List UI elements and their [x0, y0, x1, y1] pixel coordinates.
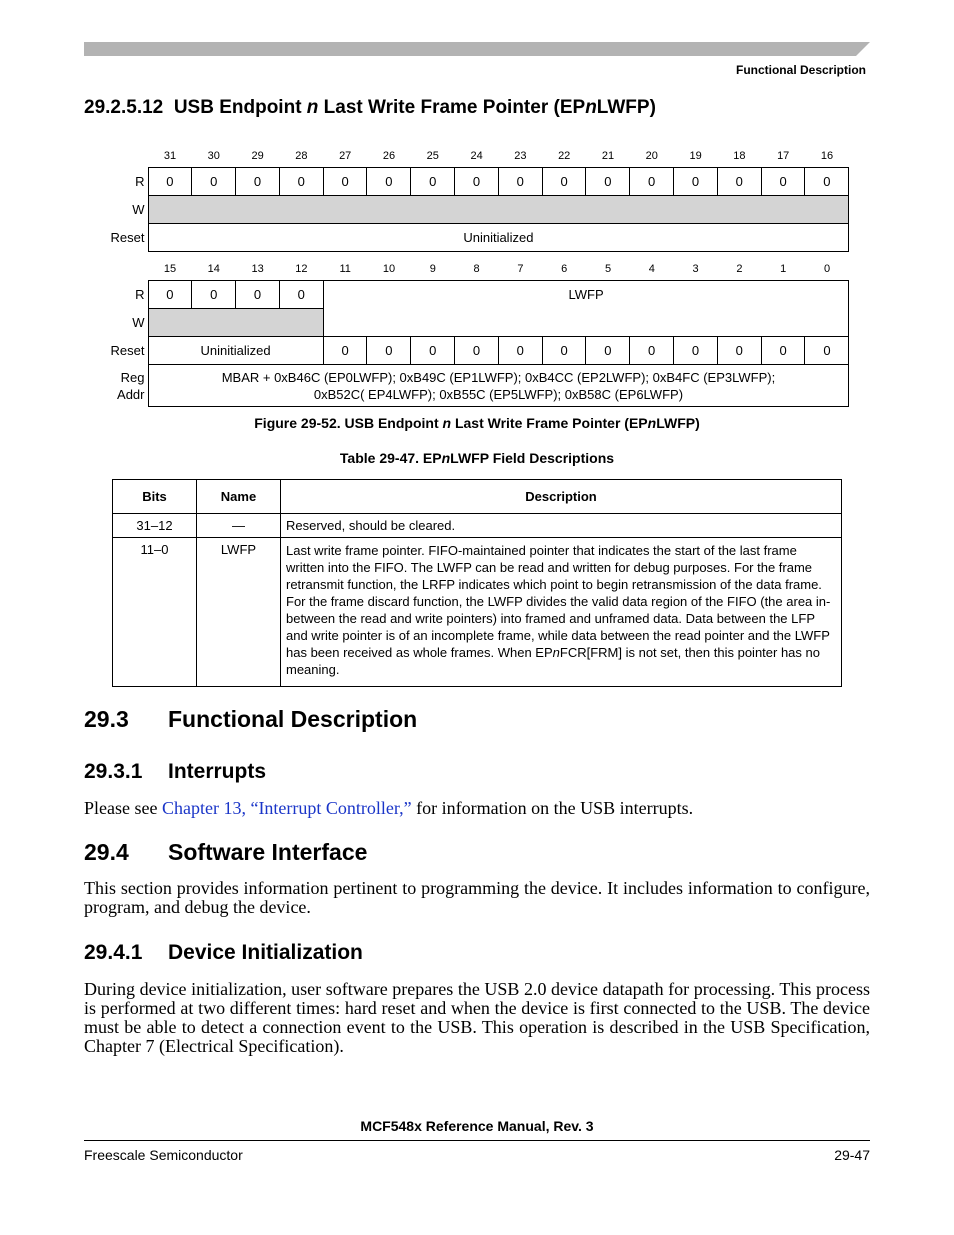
header-name: Name: [197, 480, 281, 514]
bit-number: 0: [823, 263, 831, 275]
figure-caption: [0, 415, 954, 431]
row-label-w: W: [132, 315, 145, 330]
bit-number: 14: [207, 263, 220, 275]
bit-number: 21: [601, 150, 615, 162]
upper-bit-numbers: [148, 150, 848, 164]
fig-cap-pre: Figure 29-52. USB Endpoint: [254, 415, 443, 431]
lower-reset-label: Uninitialized: [148, 337, 323, 365]
bit-number: 30: [207, 150, 220, 162]
bit-number: 23: [514, 150, 527, 162]
upper-write-row: [100, 196, 849, 224]
fig-cap-n2: n: [647, 415, 657, 431]
bit-number: 10: [382, 263, 396, 275]
heading-29-3: [84, 706, 417, 733]
upper-read-row: [100, 168, 849, 196]
read-bit-cell: 0: [717, 168, 761, 196]
fig-cap-post: LWFP): [656, 415, 700, 431]
header-description: Description: [281, 480, 842, 514]
cell-bits: 31–12: [113, 514, 197, 538]
heading-text: Software Interface: [168, 839, 368, 865]
register-upper-table: [100, 167, 849, 252]
section-title-n2: n: [585, 97, 597, 118]
section-title-mid: Last Write Frame Pointer (EP: [318, 97, 586, 118]
heading-29-3-1: [84, 760, 266, 784]
heading-29-4: [84, 839, 367, 866]
bit-number: 26: [382, 150, 396, 162]
row-label-r: R: [135, 287, 145, 302]
addr-line-2: 0xB52C( EP4LWFP); 0xB55C (EP5LWFP); 0xB58C (EP6LWFP): [313, 386, 684, 402]
section-title: [84, 97, 656, 119]
cell-bits: 11–0: [113, 538, 197, 687]
row-label-w: W: [132, 202, 145, 217]
reset-bit-cell: 0: [498, 337, 542, 365]
reg-addr-row: [100, 365, 849, 407]
tbl-cap-pre: Table 29-47. EP: [339, 450, 442, 466]
read-bit-cell: 0: [279, 281, 323, 309]
paragraph-device-init: During device initialization, user software prepares the USB 2.0 device datapath for processing. This process is performed at two different times: hard reset and when the device is first connected to the USB. The device must be able to detect a connection event to the USB. This operation is described in the USB Specification, Chapter 7 (Electrical Specification).: [84, 979, 870, 1056]
desc-n: n: [552, 645, 560, 660]
read-bit-cell: 0: [236, 168, 280, 196]
read-bit-cell: 0: [411, 168, 455, 196]
header-bar: [84, 42, 870, 56]
bit-number: 12: [295, 263, 308, 275]
cell-description: [281, 538, 842, 687]
para-text: Please see: [84, 798, 162, 818]
reset-bit-cell: 0: [455, 337, 499, 365]
section-title-post: LWFP): [596, 97, 656, 118]
reset-bit-cell: 0: [542, 337, 586, 365]
bit-number: 11: [339, 263, 351, 275]
reg-addr-value: [148, 365, 849, 407]
reset-bit-cell: 0: [586, 337, 630, 365]
table-header-row: [113, 480, 842, 514]
bit-number: 9: [429, 263, 436, 275]
table-row: [113, 538, 842, 687]
footer-title: MCF548x Reference Manual, Rev. 3: [360, 1118, 594, 1134]
register-lower-table: [100, 280, 849, 407]
read-bit-cell: 0: [630, 168, 674, 196]
heading-text: Device Initialization: [168, 941, 363, 964]
read-bit-cell: 0: [542, 168, 586, 196]
bit-number: 18: [733, 150, 746, 162]
read-bit-cell: 0: [455, 168, 499, 196]
read-bit-cell: 0: [805, 168, 849, 196]
section-number: 29.2.5.12: [84, 97, 164, 118]
lower-reset-row: [100, 337, 849, 365]
fig-cap-n: n: [442, 415, 452, 431]
row-label-r: R: [135, 174, 145, 189]
read-bit-cell: 0: [236, 281, 280, 309]
bit-number: 6: [561, 263, 568, 275]
paragraph-software-interface: This section provides information pertinent to programming the device. It includes information to configure, program, and debug the device.: [84, 878, 870, 917]
footer-page-number: 29-47: [834, 1147, 870, 1163]
bit-number: 4: [648, 263, 655, 275]
read-bit-cell: 0: [192, 281, 236, 309]
bit-number: 16: [820, 150, 834, 162]
lower-write-shade: [148, 309, 323, 337]
heading-number: 29.3.1: [84, 760, 143, 783]
footer-rule: [84, 1140, 870, 1141]
lower-read-row: [100, 281, 849, 309]
addr-line-1: MBAR + 0xB46C (EP0LWFP); 0xB49C (EP1LWFP); 0xB4CC (EP2LWFP); 0xB4FC (EP3LWFP);: [221, 369, 776, 385]
section-title-n: n: [306, 97, 319, 118]
running-head: Functional Description: [735, 63, 866, 77]
bit-number: 7: [517, 263, 524, 275]
read-bit-cell: 0: [323, 168, 367, 196]
bit-number: 13: [251, 263, 264, 275]
row-label-reset: Reset: [110, 230, 145, 245]
heading-number: 29.4: [84, 839, 129, 865]
label-addr: Addr: [117, 386, 145, 402]
table-caption: [0, 450, 954, 466]
cell-name: LWFP: [197, 538, 281, 687]
heading-29-4-1: [84, 941, 363, 965]
bit-number: 24: [470, 150, 483, 162]
field-descriptions-table: [112, 479, 842, 687]
bit-number: 20: [645, 150, 658, 162]
paragraph-interrupts: [84, 799, 870, 818]
fig-cap-mid: Last Write Frame Pointer (EP: [451, 415, 648, 431]
read-bit-cell: 0: [586, 168, 630, 196]
bit-number: 31: [163, 150, 177, 162]
cell-description: Reserved, should be cleared.: [281, 514, 842, 538]
bit-number: 29: [251, 150, 264, 162]
reset-bit-cell: 0: [761, 337, 805, 365]
upper-reset-value: Uninitialized: [148, 224, 849, 252]
read-bit-cell: 0: [148, 281, 192, 309]
reset-bit-cell: 0: [805, 337, 849, 365]
heading-number: 29.4.1: [84, 941, 143, 964]
upper-reset-row: [100, 224, 849, 252]
bit-number: 28: [295, 150, 308, 162]
lwfp-field: LWFP: [323, 281, 849, 337]
header-bits: Bits: [113, 480, 197, 514]
read-bit-cell: 0: [279, 168, 323, 196]
read-bit-cell: 0: [148, 168, 192, 196]
reset-bit-cell: 0: [717, 337, 761, 365]
bit-number: 15: [163, 263, 177, 275]
reset-bit-cell: 0: [674, 337, 718, 365]
read-bit-cell: 0: [761, 168, 805, 196]
read-bit-cell: 0: [498, 168, 542, 196]
desc-pre: Last write frame pointer. FIFO-maintained pointer that indicates the start of the last frame written into the FIFO. The LWFP can be read and written for debug purposes. For the frame retransmit function, the LRFP indicates which point to begin retransmission of the data frame. For the frame discard function, the LWFP divides the valid data region of the FIFO (the area in-between the read and write pointers) into framed and unframed data. Data between the LFP and write pointer is of an incomplete frame, while data between the read pointer and the LWFP has been received as whole frames. When EP: [286, 543, 831, 660]
heading-text: Functional Description: [168, 706, 418, 732]
read-bit-cell: 0: [367, 168, 411, 196]
bit-number: 19: [689, 150, 702, 162]
bit-number: 27: [339, 150, 352, 162]
label-reg: Reg: [120, 369, 145, 385]
reset-bit-cell: 0: [411, 337, 455, 365]
para-text: for information on the USB interrupts.: [411, 798, 694, 818]
table-row: [113, 514, 842, 538]
reset-bit-cell: 0: [367, 337, 411, 365]
footer-company: Freescale Semiconductor: [84, 1147, 243, 1163]
tbl-cap-post: LWFP Field Descriptions: [450, 450, 615, 466]
bit-number: 1: [780, 263, 787, 275]
chapter-13-link[interactable]: Chapter 13, “Interrupt Controller,”: [161, 798, 412, 818]
heading-text: Interrupts: [168, 760, 267, 783]
desc-post: FCR[FRM] is not set, then this pointer has no meaning.: [286, 645, 820, 677]
reset-bit-cell: 0: [630, 337, 674, 365]
lower-bit-numbers: [148, 263, 848, 277]
heading-number: 29.3: [84, 706, 129, 732]
section-title-pre: USB Endpoint: [173, 97, 307, 118]
cell-name: —: [197, 514, 281, 538]
reset-bit-cell: 0: [323, 337, 367, 365]
read-bit-cell: 0: [192, 168, 236, 196]
bit-number: 17: [777, 150, 790, 162]
tbl-cap-n: n: [441, 450, 451, 466]
bit-number: 22: [558, 150, 571, 162]
bit-number: 8: [473, 263, 480, 275]
upper-write-shade: [148, 196, 849, 224]
read-bit-cell: 0: [674, 168, 718, 196]
row-label-reg-addr: [100, 365, 148, 407]
bit-number: 25: [426, 150, 439, 162]
bit-number: 5: [604, 263, 612, 275]
row-label-reset: Reset: [110, 343, 145, 358]
bit-number: 3: [692, 263, 699, 275]
bit-number: 2: [736, 263, 743, 275]
